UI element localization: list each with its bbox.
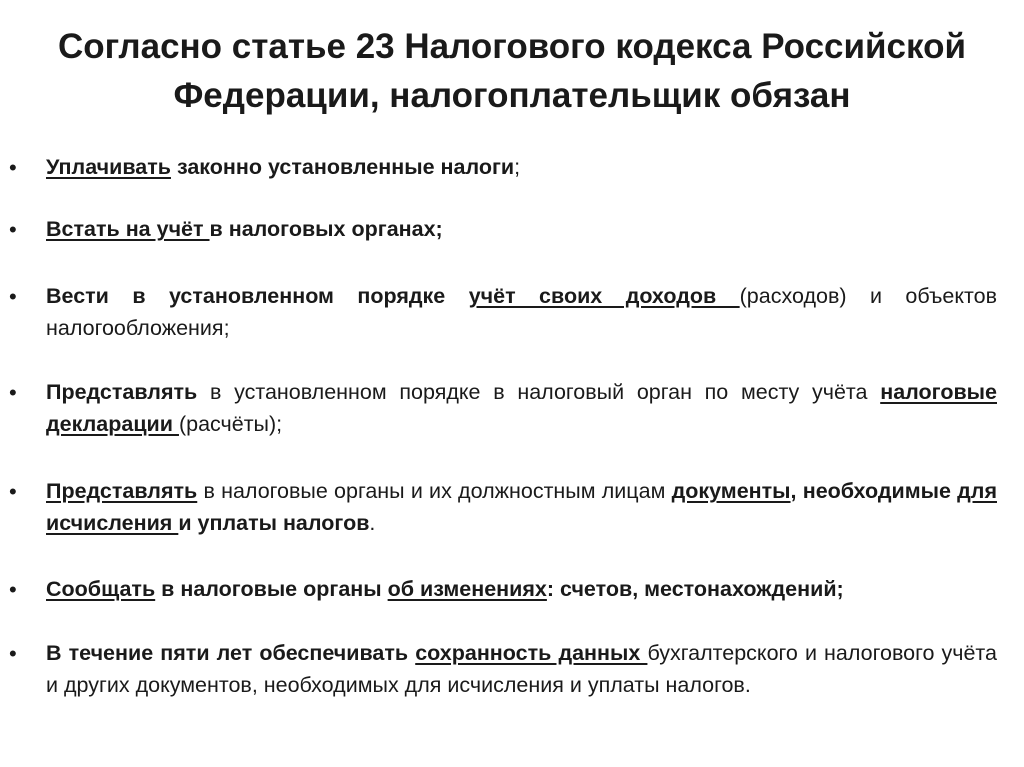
text-run: Представлять (46, 380, 198, 404)
obligation-item-register (9, 214, 997, 246)
bullet-icon: • (9, 479, 17, 504)
text-run: документы (671, 479, 791, 503)
obligation-text (46, 380, 997, 436)
text-run: ; (514, 155, 521, 179)
bullet-icon: • (9, 641, 17, 666)
text-run: для исчисления (46, 479, 997, 535)
text-run: законно установленные налоги (170, 155, 515, 179)
obligation-text (46, 217, 443, 241)
obligation-text (46, 641, 997, 697)
slide-title-line-1: Согласно статье 23 Налогового кодекса Российской (58, 27, 966, 66)
text-run: , необходимые (790, 479, 958, 503)
text-run: Сообщать (46, 577, 156, 601)
bullet-icon: • (9, 284, 17, 309)
text-run: Представлять (46, 479, 198, 503)
text-run: Уплачивать (46, 155, 171, 179)
obligation-text (46, 479, 997, 535)
obligation-text (46, 284, 997, 340)
text-run: . (369, 510, 376, 535)
obligation-text (46, 577, 844, 601)
bullet-icon: • (9, 380, 17, 405)
text-run: в установленном порядке в налоговый орган по месту учёта (197, 380, 881, 404)
text-run: в налоговые органы и их должностным лицам (197, 479, 672, 503)
text-run: (расходов) и объектов налогообложения; (46, 284, 997, 340)
text-run: : счетов, местонахождений; (546, 577, 844, 601)
text-run: в налоговых органах; (209, 217, 443, 241)
text-run: (расчёты); (178, 411, 283, 436)
text-run: налоговые декларации (46, 380, 997, 436)
bullet-icon: • (9, 155, 17, 180)
obligation-text (46, 155, 520, 179)
text-run: об изменениях (387, 577, 547, 601)
obligation-item-submit-declarations (9, 377, 997, 440)
obligation-item-keep-records (9, 281, 997, 344)
slide-title-line-2: Федерации, налогоплательщик обязан (173, 76, 851, 115)
text-run: Вести в установленном порядке (46, 284, 469, 308)
bullet-icon: • (9, 217, 17, 242)
obligation-item-submit-documents (9, 476, 997, 539)
text-run: сохранность данных (415, 641, 648, 665)
obligation-item-pay-taxes (9, 152, 997, 184)
text-run: и уплаты налогов (178, 510, 370, 535)
obligation-item-report-changes (9, 574, 997, 606)
text-run: Встать на учёт (46, 217, 210, 241)
text-run: В течение пяти лет обеспечивать (46, 641, 416, 665)
text-run: учёт своих доходов (468, 284, 740, 308)
text-run: в налоговые органы (155, 577, 388, 601)
bullet-icon: • (9, 577, 17, 602)
text-run: бухгалтерского и налогового учёта и других документов, необходимых для исчисления и уплаты налогов. (46, 641, 997, 697)
obligation-item-preserve-data (9, 638, 997, 701)
